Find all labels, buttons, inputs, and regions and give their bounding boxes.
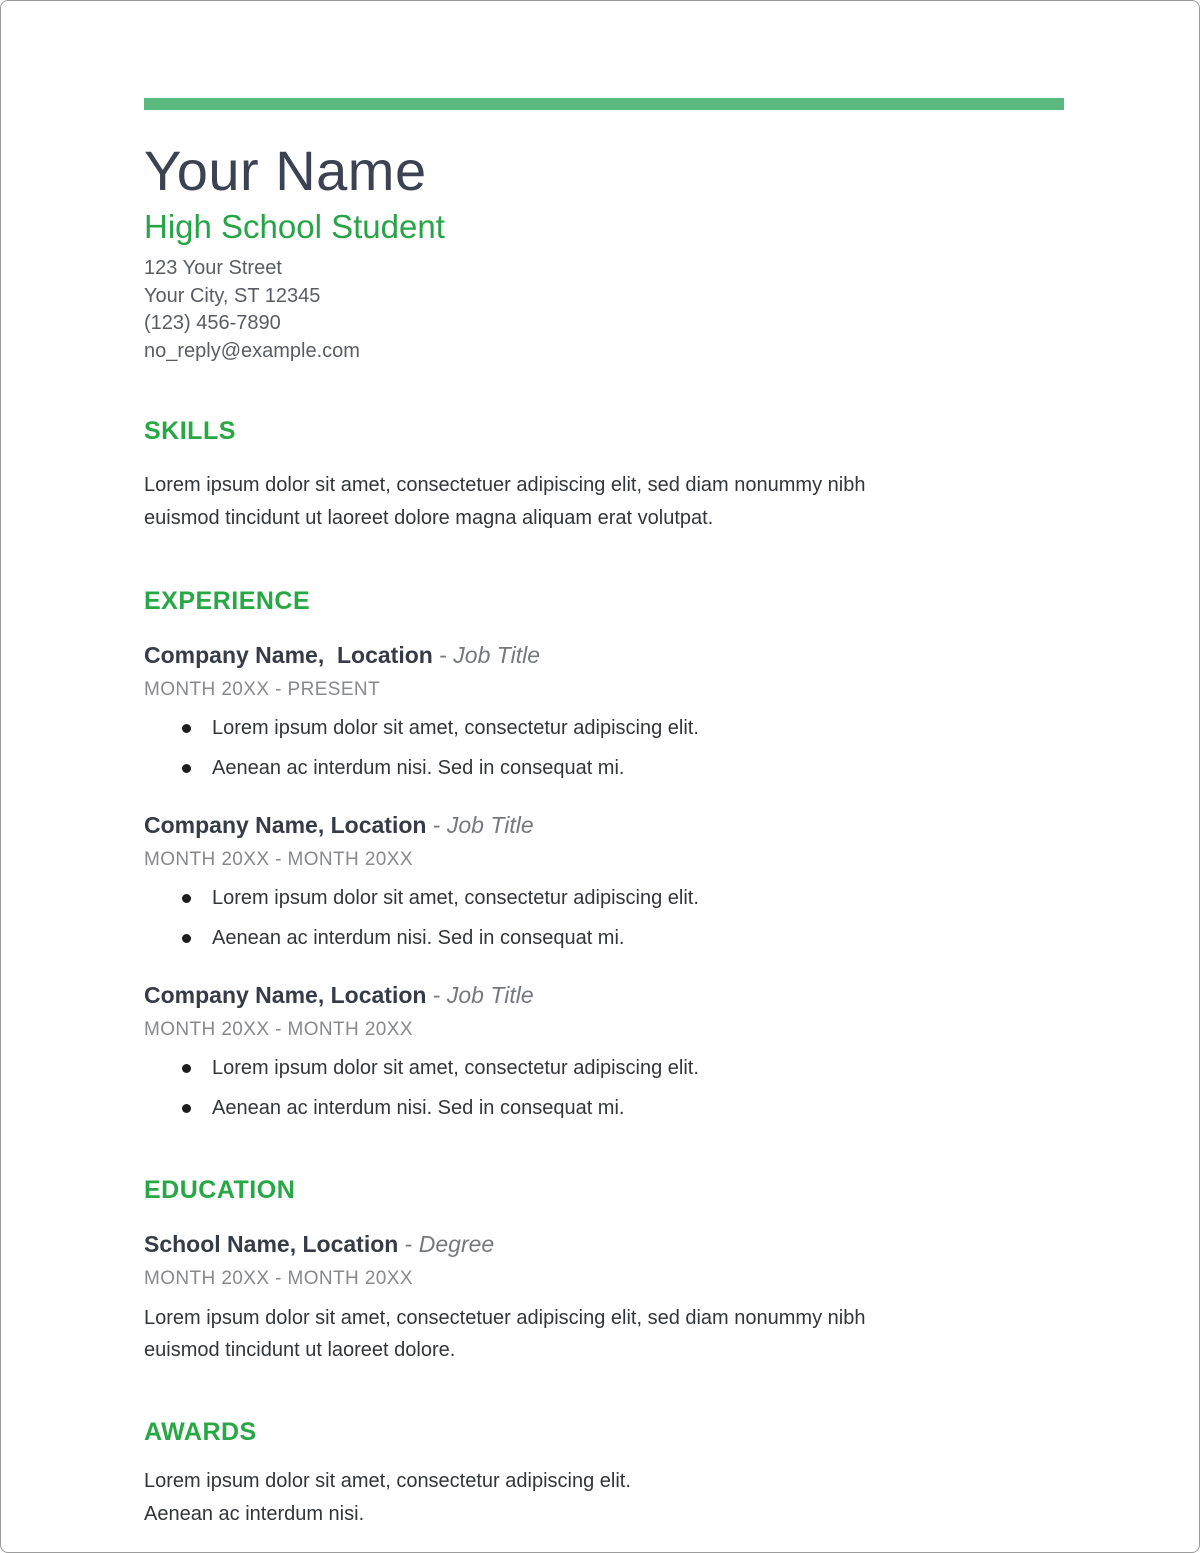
section-skills [144,418,1064,535]
awards-line: Aenean ac interdum nisi. [144,1503,365,1525]
experience-entry-heading [144,811,1064,840]
job-dates: MONTH 20XX - MONTH 20XX [144,1019,413,1040]
awards-title: AWARDS [144,1418,257,1446]
contact-city: Your City, ST 12345 [144,284,321,307]
contact-email: no_reply@example.com [144,339,360,362]
job-bullet: Lorem ipsum dolor sit amet, consectetur adipiscing elit. [144,1053,1064,1084]
experience-title: EXPERIENCE [144,587,311,615]
education-body: Lorem ipsum dolor sit amet, consectetuer adipiscing elit, sed diam nonummy nibh euismod tincidunt ut laoreet dolore. [144,1307,866,1361]
job-bullet: Aenean ac interdum nisi. Sed in consequat mi. [144,923,1064,954]
person-name: Your Name [144,139,427,202]
job-bullet-list [144,883,1064,954]
experience-entry [144,981,1064,1124]
person-title: High School Student [144,208,445,245]
company-name: Company Name, Location [144,812,427,838]
job-bullet: Lorem ipsum dolor sit amet, consectetur adipiscing elit. [144,713,1064,744]
experience-entry [144,811,1064,954]
heading-separator: - [439,642,447,668]
job-dates: MONTH 20XX - PRESENT [144,679,381,700]
heading-separator: - [432,812,441,838]
accent-bar [144,98,1064,110]
section-education [144,1177,1064,1366]
job-bullet: Aenean ac interdum nisi. Sed in consequat mi. [144,753,1064,784]
company-name: Company Name, Location [144,642,433,668]
resume-content [1,98,1199,1526]
experience-entry-heading [144,981,1064,1010]
job-bullet: Aenean ac interdum nisi. Sed in consequat mi. [144,1093,1064,1124]
experience-entry [144,641,1064,784]
skills-body: Lorem ipsum dolor sit amet, consectetuer adipiscing elit, sed diam nonummy nibh euismod tincidunt ut laoreet dolore magna aliquam erat volutpat. [144,474,866,529]
job-bullet: Lorem ipsum dolor sit amet, consectetur adipiscing elit. [144,883,1064,914]
resume-header [144,141,1064,365]
experience-entry-heading [144,641,1064,670]
education-dates: MONTH 20XX - MONTH 20XX [144,1268,413,1289]
section-experience [144,588,1064,1124]
heading-separator: - [432,982,441,1008]
education-title: EDUCATION [144,1176,296,1204]
awards-line: Lorem ipsum dolor sit amet, consectetur adipiscing elit. [144,1470,631,1492]
education-entry [144,1230,1064,1366]
job-bullet-list [144,1053,1064,1124]
contact-block [144,255,1064,365]
job-title: Job Title [453,642,541,668]
job-bullet-list [144,713,1064,784]
school-name: School Name, Location [144,1231,399,1257]
contact-street: 123 Your Street [144,257,282,279]
education-entry-heading [144,1230,1064,1259]
degree: Degree [418,1231,495,1257]
company-name: Company Name, Location [144,982,427,1008]
skills-title: SKILLS [144,417,236,445]
job-title: Job Title [446,812,534,838]
heading-separator: - [404,1231,413,1257]
section-awards [144,1419,1064,1526]
job-dates: MONTH 20XX - MONTH 20XX [144,849,413,870]
contact-phone: (123) 456-7890 [144,312,281,334]
job-title: Job Title [446,982,534,1008]
